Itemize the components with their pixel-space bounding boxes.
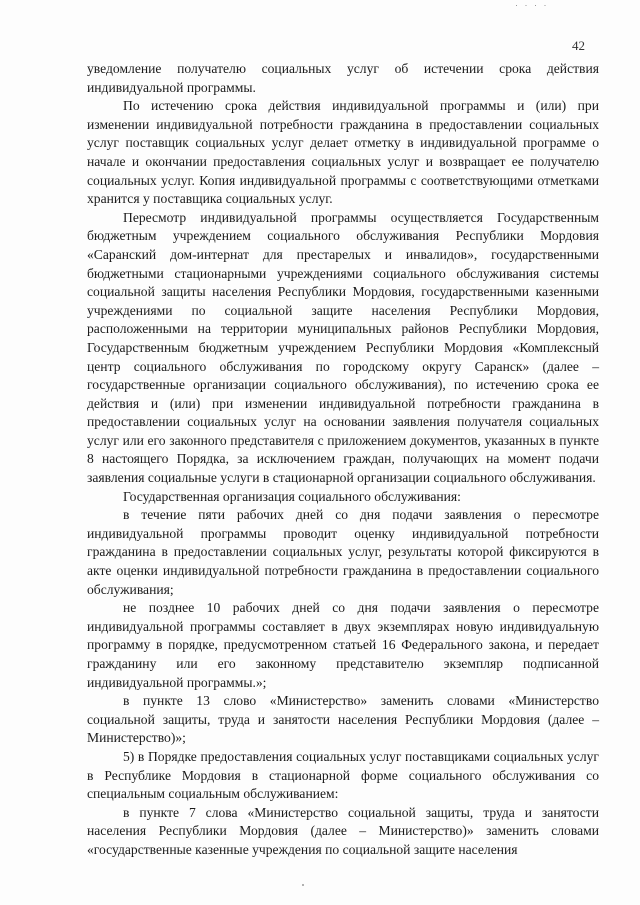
scan-speck (302, 884, 304, 886)
paragraph-3: Пересмотр индивидуальной программы осуществляется Государственным бюджетным учреждением социального обслуживания Республики Мордовия «Саранский дом-интернат для престарелых и инвалидов», государственными бюджетными стационарными учреждениями социального обслуживания системы социальной защиты населения Республики Мордовия, государственными казенными учреждениями по социальной защите населения Республики Мордовия, расположенными на территории муниципальных районов Республики Мордовия, Государственным бюджетным учреждением Республики Мордовия «Комплексный центр социального обслуживания по городскому округу Саранск» (далее – государственные организации социального обслуживания), по истечению срока ее действия и (или) при изменении индивидуальной потребности гражданина в предоставлении социальных услуг на основании заявления получателя социальных услуг или его законного представителя с приложением документов, указанных в пункте 8 настоящего Порядка, за исключением граждан, получающих на момент подачи заявления социальные услуги в стационарной организации социального обслуживания. (87, 209, 599, 486)
paragraph-8: 5) в Порядке предоставления социальных услуг поставщиками социальных услуг в Республике Мордовия в стационарной форме социального обслуживания со специальным социальным обслуживанием: (87, 748, 599, 802)
paragraph-9: в пункте 7 слова «Министерство социальной защиты, труда и занятости населения Республики Мордовия (далее – Министерство)» заменить словами «государственные казенные учреждения по социальной защите населения (87, 804, 599, 857)
paragraph-2: По истечению срока действия индивидуальной программы и (или) при изменении индивидуальной потребности гражданина в предоставлении социальных услуг поставщик социальных услуг делает отметку в индивидуальной программе о начале и окончании предоставления социальных услуг и возвращает ее получателю социальных услуг. Копия индивидуальной программы с соответствующими отметками хранится у поставщика социальных услуг. (87, 98, 599, 207)
paragraph-6: не позднее 10 рабочих дней со дня подачи заявления о пересмотре индивидуальной программы составляет в двух экземплярах новую индивидуальную программу в порядке, предусмотренном статьей 16 Федерального закона, и передает гражданину или его законному представителю экземпляр подписанной индивидуальной программы.»; (87, 600, 599, 690)
paragraph-1: уведомление получателю социальных услуг об истечении срока действия индивидуальной программы. (87, 61, 599, 95)
document-body (87, 60, 599, 860)
paragraph-4: Государственная организация социального обслуживания: (123, 488, 461, 504)
page-number: 42 (572, 38, 585, 53)
paragraph-7: в пункте 13 слово «Министерство» заменить словами «Министерство социальной защиты, труда и занятости населения Республики Мордовия (далее – Министерство)»; (87, 693, 599, 746)
paragraph-5: в течение пяти рабочих дней со дня подачи заявления о пересмотре индивидуальной программы проводит оценку индивидуальной потребности гражданина в предоставлении социальных услуг, результаты которой фиксируются в акте оценки индивидуальной потребности гражданина в предоставлении социального обслуживания; (87, 507, 599, 597)
corner-mark: · · · · (515, 0, 549, 10)
